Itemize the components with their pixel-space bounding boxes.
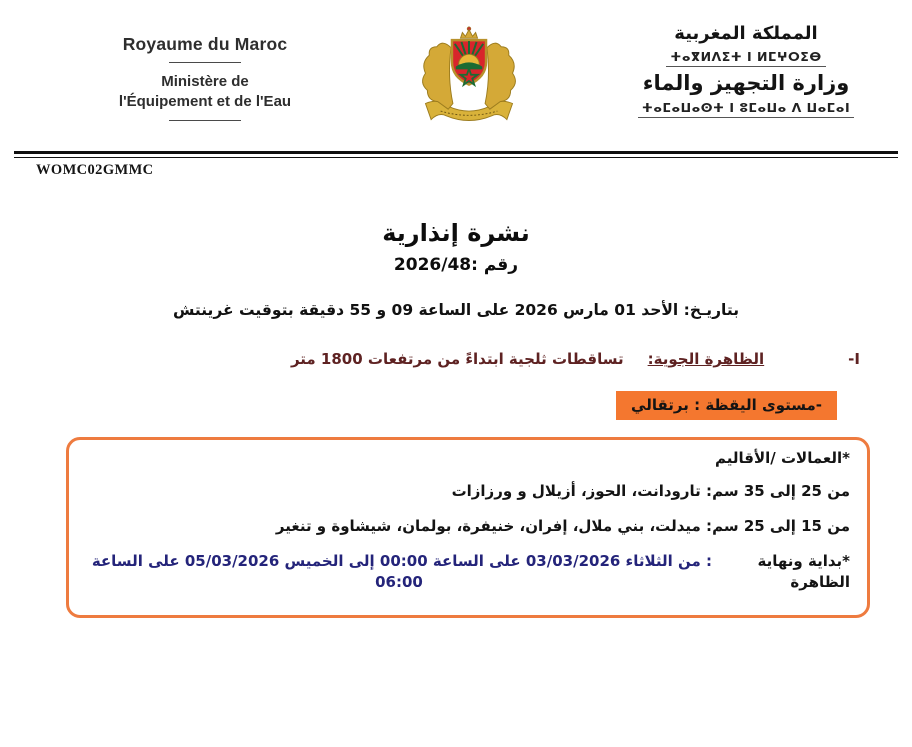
arabic-header-block	[618, 22, 874, 118]
snow-range-provinces: : ميدلت، بني ملال، إفران، خنيفرة، بولمان، شيشاوة و تنغير	[275, 517, 712, 535]
ministry-name-ar: وزارة التجهيز والماء	[642, 71, 850, 95]
kingdom-name-fr: Royaume du Maroc	[122, 34, 288, 54]
bulletin-title: نشرة إنذارية	[382, 219, 530, 247]
section-marker: I-	[848, 350, 860, 368]
snow-range-provinces: : تارودانت، الحوز، أزيلال و ورزازات	[451, 482, 712, 500]
snow-range-row	[86, 481, 850, 502]
phenomenon-label: الظاهرة الجوية:	[647, 350, 765, 368]
kingdom-name-ar: المملكة المغربية	[674, 23, 818, 44]
period-value-line2: 06:00	[375, 573, 423, 591]
morocco-coat-of-arms-icon	[412, 24, 526, 130]
provinces-header: *العمالات /الأقاليم	[715, 449, 850, 467]
bulletin-number: رقم :2026/48	[393, 255, 519, 275]
snow-range-label: من 15 إلى 25 سم	[712, 517, 850, 535]
ministry-name-fr-line1: Ministère de	[161, 73, 249, 90]
vigilance-level-badge: -مستوى اليقظة : برتقالي	[616, 391, 837, 420]
wmo-ref-code: WOMC02GMMC	[36, 162, 154, 178]
snow-range-row	[86, 516, 850, 537]
period-row	[86, 551, 850, 593]
kingdom-name-tifinagh: ⵜⴰⴳⵍⴷⵉⵜ ⵏ ⵍⵎⵖⵔⵉⴱ	[666, 48, 825, 67]
details-box	[66, 437, 870, 618]
bulletin-date-line: بتاريـخ: الأحد 01 مارس 2026 على الساعة 09 و 55 دقيقة بتوقيت غرينتش	[172, 301, 740, 319]
header-double-rule	[14, 151, 898, 158]
french-header-block	[103, 34, 307, 121]
period-value	[86, 551, 712, 593]
phenomenon-value: تساقطات ثلجية ابتداءً من مرتفعات 1800 متر	[290, 350, 624, 368]
phenomenon-row	[291, 350, 860, 368]
small-divider	[169, 62, 241, 63]
ministry-name-tifinagh: ⵜⴰⵎⴰⵡⴰⵙⵜ ⵏ ⵓⵎⴰⵡⴰ ⴷ ⵡⴰⵎⴰⵏ	[638, 99, 854, 118]
period-value-line1: : من الثلاثاء 03/03/2026 على الساعة 00:00 إلى الخميس 05/03/2026 على الساعة	[91, 552, 712, 570]
small-divider	[169, 120, 241, 121]
ministry-name-fr-line2: l'Équipement et de l'Eau	[118, 93, 292, 110]
snow-range-label: من 25 إلى 35 سم	[712, 482, 850, 500]
period-label: *بداية ونهاية الظاهرة	[757, 552, 850, 591]
